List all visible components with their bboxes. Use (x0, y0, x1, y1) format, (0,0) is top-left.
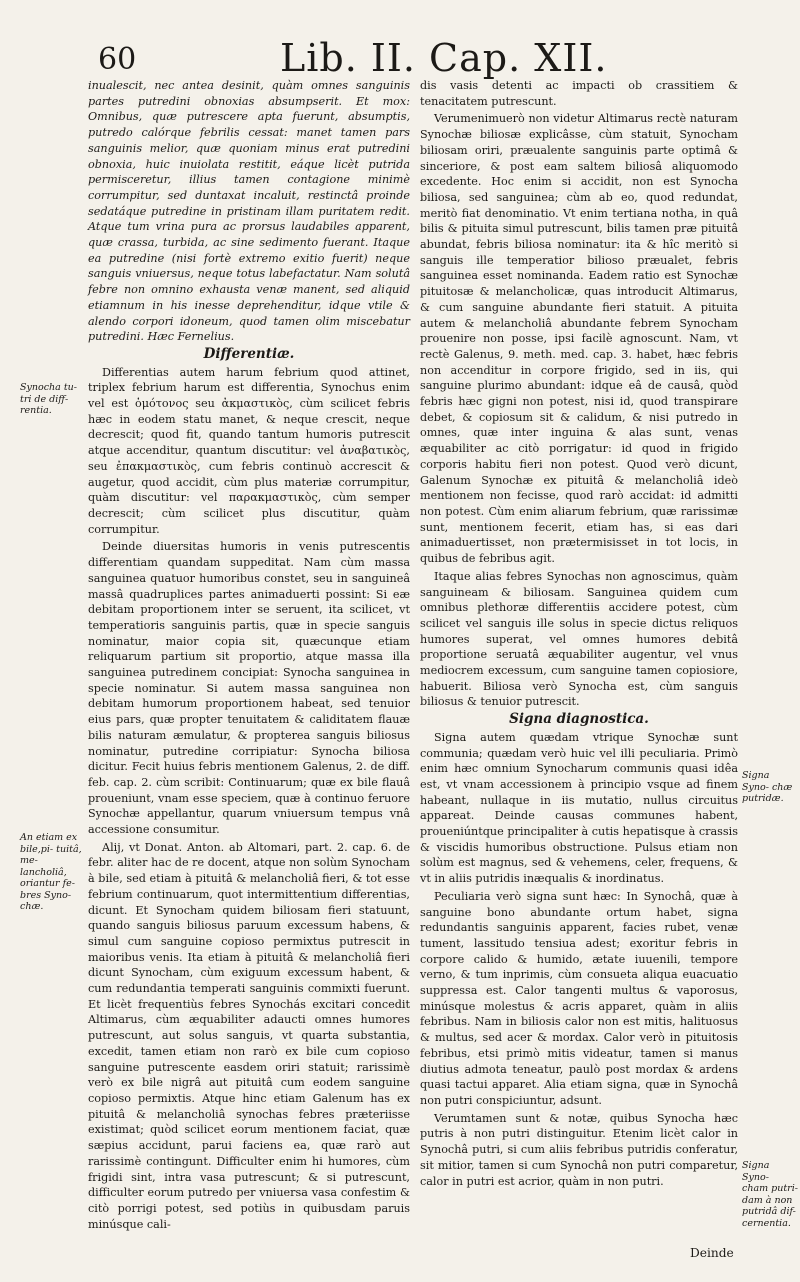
paragraph: Verumenimuerò non videtur Altimarus rectè naturam Synochæ biliosæ explicâsse, cùm statuit, Synocham biliosam oriri, præualente sanguinis parte optimâ & sinceriore, & post eam saltem biliosâ aliquomodo excedente. Hoc enim si accidit, non est Synocha biliosa, sed sanguinea; cùm ab eo, quod redundat, meritò fiat denominatio. Vt enim tertiana notha, in quâ bilis & pituita simul putrescunt, bilis tamen præ pituitâ abundat, febris biliosa nominatur: ita & hîc meritò si sanguis ille temperatior bilioso præualet, febris sanguinea esset nominanda. Eadem ratio est Synochæ pituitosæ & melancholicæ, quas introducit Altimarus, & cum sanguine abundante fieri statuit. A pituita autem & melancholiâ abundante febrem Synocham prouenire non posse, ipsi facilè agnoscunt. Nam, vt rectè Galenus, 9. meth. med. cap. 3. habet, hæc febris non accenditur in corpore frigido, sed in iis, qui sanguine plurimo abundant: idque eâ de causâ, quòd febris hæc gigni non potest, nisi id, quod transpirare debet, & copiosum sit & calidum, & nisi putredo in omnes, quæ inter inguina & alas sunt, venas æquabiliter ac citò porrigatur: id quod in frigido corporis habitu fieri non potest. Quod verò dicunt, Galenum Synochæ ex pituitâ & melancholiâ ideò mentionem non fecisse, quod rarò accidat: id admitti non potest. Cùm enim aliarum febrium, quæ rarissimæ sunt, mentionem fecerit, etiam has, si eas dari animaduertisset, non prætermisisset in tot locis, in quibus de febribus agit. (420, 112, 738, 566)
paragraph: Deinde diuersitas humoris in venis putrescentis differentiam quandam suppeditat. Nam cùm massa sanguinea quatuor humoribus constet, seu in sanguineâ massâ quadruplices partes animaduerti possint: Si eæ debitam proportionem inter se seruent, ita scilicet, vt temperatioris sanguinis partis, quæ in specie sanguis nominatur, maior copia sit, quæcunque etiam reliquarum partium sit proportio, atque massa illa sanguinea putredinem concipiat: Synocha sanguinea in specie nominatur. Si autem massa sanguinea non debitam humorum proportionem habeat, sed tenuior eius pars, quæ propter tenuitatem & caliditatem flauæ bilis naturam æmulatur, & propterea sanguis biliosus nominatur, putredine corripiatur: Synocha biliosa dicitur. Fecit huius febris mentionem Galenus, 2. de diff. feb. cap. 2. cùm scribit: Continuarum; quæ ex bile flauâ proueniunt, vnam esse speciem, quæ à continuo feruore Synochæ appellantur, quarum vniuersum tempus vnâ accessione consumitur. (88, 540, 410, 837)
paragraph: Peculiaria verò signa sunt hæc: In Synochâ, quæ à sanguine bono abundante ortum habet, signa redundantis sanguinis apparent, facies rubet, venæ tument, lassitudo tensiua adest; exoritur febris in corpore calido & humido, ætate iuuenili, tempore verno, & tum inprimis, cùm consueta aliqua euacuatio suppressa est. Calor tangenti multus & vaporosus, minúsque molestus & acris apparet, quàm in aliis febribus. Nam in biliosis calor non est mitis, halituosus & multus, sed acer & mordax. Calor verò in pituitosis febribus, etsi primò mitis videatur, tamen si manus diutius admota teneatur, paulò post mordax & ardens quasi tactui apparet. Alia etiam signa, quæ in Synochâ non putri conspiciuntur, adsunt. (420, 889, 738, 1107)
running-title: Lib. II. Cap. XII. (280, 36, 608, 80)
paragraph: Differentias autem harum febrium quod attinet, triplex febrium harum est differentia, Synochus enim vel est ὁμότονος seu ἀκμαστικὸς, cùm scilicet febris hæc in eodem statu manet, & neque crescit, neque decrescit; quod fit, quando tantum humoris putrescit atque accenditur, quantum discutitur: vel ἀναβατικὸς, seu ἐπακμαστικὸς, cum febris continuò accrescit & augetur, quod accidit, cùm plus materiæ corrumpitur, quàm discutitur: vel παρακμαστικὸς, cùm semper decrescit; cùm scilicet plus discutitur, quàm corrumpitur. (88, 365, 410, 536)
paragraph: Itaque alias febres Synochas non agnoscimus, quàm sanguineam & biliosam. Sanguinea quidem cum omnibus plethoræ differentiis accidere potest, cùm scilicet vel sanguis ille solus in specie dictus reliquos humores superat, vel omnes humores debitâ proportione seruatâ æquabiliter augentur, vel vnus mediocrem excessum, cum sanguine tamen copiosiore, habuerit. Biliosa verò Synocha est, cùm sanguis biliosus & tenuior putrescit. (420, 569, 738, 709)
page-number: 60 (98, 42, 137, 77)
margin-note: Signa Syno- chæ putridæ. (742, 770, 793, 804)
paragraph: Signa autem quædam vtrique Synochæ sunt communia; quædam verò huic vel illi peculiaria. Primò enim hæc omnium Synocharum communis quasi idêa est, vt vnam accessionem à principio vsque ad finem habeant, nullaque in iis mutatio, nullus circuitus appareat. Deinde causas communes habent, proueniúntque principaliter à cutis hepatisque à crassis & viscidis humoribus obstructione. Pulsus etiam non solùm est magnus, sed & vehemens, celer, frequens, & vt in aliis putridis inæqualis & inordinatus. (420, 730, 738, 886)
catchword: Deinde (690, 1246, 734, 1260)
paragraph: dis vasis detenti ac impacti ob crassitiem & tenacitatem putrescunt. (420, 79, 738, 108)
margin-note: Synocha tu- tri de diff- rentia. (20, 382, 77, 416)
section-heading: Signa diagnostica. (509, 711, 649, 728)
left-column (88, 78, 410, 1234)
margin-note: An etiam ex bile,pi- tuitâ, me- lancholiâ, oriantur fe- bres Syno- chæ. (20, 832, 82, 912)
paragraph: Alij, vt Donat. Anton. ab Altomari, part. 2. cap. 6. de febr. aliter hac de re docent, atque non solùm Synocham à bile, sed etiam à pituitâ & melancholiâ fieri, & tot esse febrium continuarum, quot intermittentium differentias, dicunt. Et Synocham quidem biliosam fieri statuunt, quando sanguis biliosus paruum excessum habens, & simul cum sanguine copioso permixtus putrescit in maioribus venis. Ita etiam à pituitâ & melancholiâ fieri dicunt Synocham, cùm exiguum excessum habent, & cum redundantia temperati sanguinis commixti fuerunt. Et licèt frequentiùs febres Synochás excitari concedit Altimarus, cùm æquabiliter adaucti omnes humores putrescunt, aut solus sanguis, vt quarta substantia, excedit, tamen etiam non rarò ex bile cum copioso sanguine putrescente easdem oriri statuit; rarissimè verò ex bile nigrâ aut pituitâ cum eodem sanguine copioso permixtis. Atque hinc etiam Galenum has ex pituitâ & melancholiâ synochas febres præteriisse existimat; quòd scilicet eorum mentionem faciat, quæ sæpius accidunt, parui faciens ea, quæ rarò aut rarissimè contingunt. Difficulter enim hi humores, cùm frigidi sint, intra vasa putrescunt; & si putrescunt, difficulter eorum putredo per vniuersa vasa confestim & citò porrigi potest, sed potiùs in quibusdam paruis minúsque cali- (88, 840, 410, 1231)
margin-note: Signa Syno- cham putri- dam à non putridâ dif- cernentia. (742, 1160, 798, 1229)
paragraph: inualescit, nec antea desinit, quàm omnes sanguinis partes putredini obnoxias absumpserit. Et mox: Omnibus, quæ putrescere apta fuerunt, absumptis, putredo calórque febrilis cessat: manet tamen pars sanguinis melior, quæ quoniam minus erat putredini obnoxia, huic inuiolata restitit, eáque licèt putrida permisceretur, illius tamen contagione minimè corrumpitur, sed duntaxat incaluit, restinctâ proinde sedatáque putredine in pristinam illam puritatem redit. Atque tum vrina pura ac prorsus laudabiles apparent, quæ crassa, turbida, ac sine sedimento fuerant. Itaque ea putredine (nisi fortè extremo exitio fuerit) neque sanguis vniuersus, neque totus labefactatur. Nam solutâ febre non omnino exhausta venæ manent, sed aliquid etiamnum in his inesse deprehenditur, idque vtile & alendo corpori idoneum, quod tamen olim miscebatur putredini. Hæc Fernelius. (88, 79, 410, 344)
right-column (420, 78, 738, 1191)
paragraph: Verumtamen sunt & notæ, quibus Synocha hæc putris à non putri distinguitur. Etenim licèt calor in Synochâ putri, si cum aliis febribus putridis conferatur, sit mitior, tamen si cum Synochâ non putri comparetur, calor in putri est acrior, quàm in non putri. (420, 1111, 738, 1188)
section-heading: Differentiæ. (203, 345, 295, 362)
